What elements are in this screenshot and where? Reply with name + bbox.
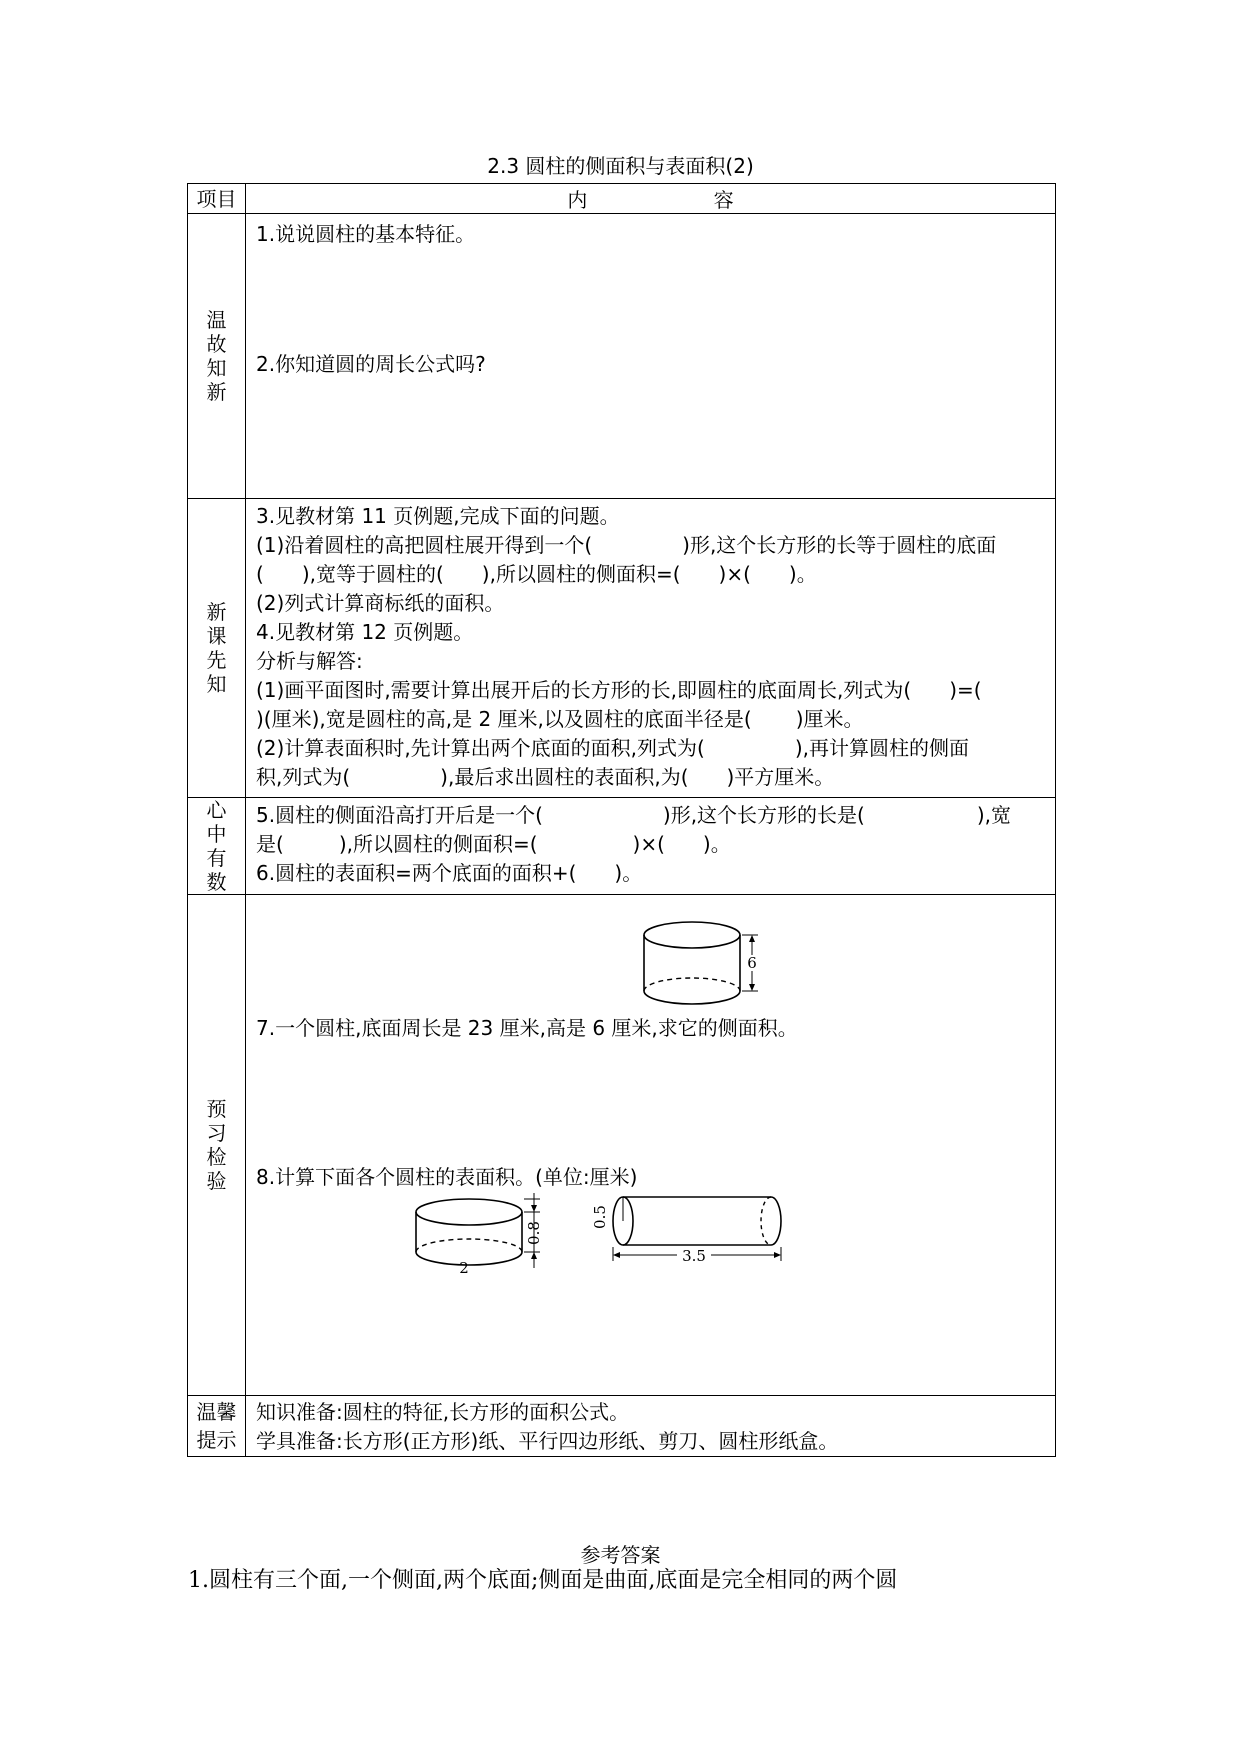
fig7-height-label: 6	[747, 954, 757, 972]
fig8b-radius-label: 0.5	[591, 1205, 609, 1229]
fig8a-height-label: 0.8	[525, 1221, 543, 1245]
question-7: 7.一个圆柱,底面周长是 23 厘米,高是 6 厘米,求它的侧面积。	[256, 1016, 798, 1040]
q3-1-text-f: )×(	[718, 562, 751, 586]
question-2: 2.你知道圆的周长公式吗?	[256, 352, 486, 376]
worksheet-table	[187, 183, 1056, 1457]
section-review-content	[246, 214, 1056, 499]
section-label-check: 预 习 检 验	[188, 895, 246, 1396]
q3-1-text-g: )。	[788, 562, 817, 586]
tip-tools: 学具准备:长方形(正方形)纸、平行四边形纸、剪刀、圆柱形纸盒。	[256, 1429, 839, 1453]
question-3-1-line1	[256, 531, 1045, 560]
q3-1-text-c: (	[256, 562, 264, 586]
question-3-2: (2)列式计算商标纸的面积。	[256, 591, 505, 615]
analysis-1-line2	[256, 705, 1045, 734]
q3-1-text-d: ),宽等于圆柱的(	[301, 562, 444, 586]
question-1: 1.说说圆柱的基本特征。	[256, 222, 476, 246]
section-tips-content	[246, 1396, 1056, 1457]
q5-text-f: )×(	[632, 832, 665, 856]
section-tips	[188, 1396, 1056, 1457]
question-8: 8.计算下面各个圆柱的表面积。(单位:厘米)	[256, 1165, 638, 1189]
q5-text-e: ),所以圆柱的侧面积=(	[338, 832, 538, 856]
q5-text-a: 5.圆柱的侧面沿高打开后是一个(	[256, 803, 543, 827]
q5-text-b: )形,这个长方形的长是(	[662, 803, 865, 827]
a2-text-b: ),再计算圆柱的侧面	[794, 736, 970, 760]
header-item: 项目	[188, 184, 246, 214]
section-label-review: 温 故 知 新	[188, 214, 246, 499]
tip-knowledge: 知识准备:圆柱的特征,长方形的面积公式。	[256, 1400, 630, 1424]
question-5-line1	[256, 801, 1045, 830]
header-content: 内 容	[246, 184, 1056, 214]
a1-text-d: )厘米。	[795, 707, 864, 731]
question-3: 3.见教材第 11 页例题,完成下面的问题。	[256, 504, 620, 528]
analysis-1-line1	[256, 676, 1045, 705]
cylinder-figure-q8b	[591, 1195, 791, 1275]
q3-1-text-e: ),所以圆柱的侧面积=(	[481, 562, 681, 586]
q3-1-text-a: (1)沿着圆柱的高把圆柱展开得到一个(	[256, 533, 593, 557]
question-5-line2	[256, 830, 1045, 859]
q5-text-d: 是(	[256, 832, 284, 856]
analysis-2-line2	[256, 763, 1045, 792]
q5-text-c: ),宽	[976, 803, 1012, 827]
a2-text-e: )平方厘米。	[726, 765, 835, 789]
section-label-mind: 心 中 有 数	[188, 798, 246, 895]
cylinder-figure-q8a	[414, 1193, 564, 1283]
q3-1-text-b: )形,这个长方形的长等于圆柱的底面	[682, 533, 997, 557]
section-preview	[188, 499, 1056, 798]
question-6	[256, 859, 1045, 888]
fig8b-length-label: 3.5	[682, 1247, 706, 1265]
a1-text-c: )(厘米),宽是圆柱的高,是 2 厘米,以及圆柱的底面半径是(	[256, 707, 752, 731]
worksheet-title: 2.3 圆柱的侧面积与表面积(2)	[487, 154, 754, 178]
answers-title: 参考答案	[580, 1543, 661, 1567]
section-review	[188, 214, 1056, 499]
section-mind	[188, 798, 1056, 895]
a1-text-a: (1)画平面图时,需要计算出展开后的长方形的长,即圆柱的底面周长,列式为(	[256, 678, 912, 702]
cylinder-figure-q7	[642, 919, 768, 1011]
q5-text-g: )。	[702, 832, 731, 856]
q6-text-a: 6.圆柱的表面积=两个底面的面积+(	[256, 861, 577, 885]
q6-text-b: )。	[614, 861, 643, 885]
a2-text-a: (2)计算表面积时,先计算出两个底面的面积,列式为(	[256, 736, 705, 760]
analysis-2-line1	[256, 734, 1045, 763]
section-check-content	[246, 895, 1056, 1396]
a1-text-b: )=(	[949, 678, 982, 702]
analysis-heading: 分析与解答:	[256, 649, 363, 673]
question-4: 4.见教材第 12 页例题。	[256, 620, 474, 644]
section-label-preview: 新 课 先 知	[188, 499, 246, 798]
a2-text-c: 积,列式为(	[256, 765, 351, 789]
question-3-1-line2	[256, 560, 1045, 589]
table-header-row	[188, 184, 1056, 214]
fig8a-diameter-label: 2	[459, 1259, 469, 1277]
answer-1: 1.圆柱有三个面,一个侧面,两个底面;侧面是曲面,底面是完全相同的两个圆	[188, 1568, 898, 1593]
section-mind-content	[246, 798, 1056, 895]
section-preview-content	[246, 499, 1056, 798]
section-label-tips: 温馨 提示	[188, 1396, 246, 1457]
a2-text-d: ),最后求出圆柱的表面积,为(	[440, 765, 689, 789]
section-check	[188, 895, 1056, 1396]
